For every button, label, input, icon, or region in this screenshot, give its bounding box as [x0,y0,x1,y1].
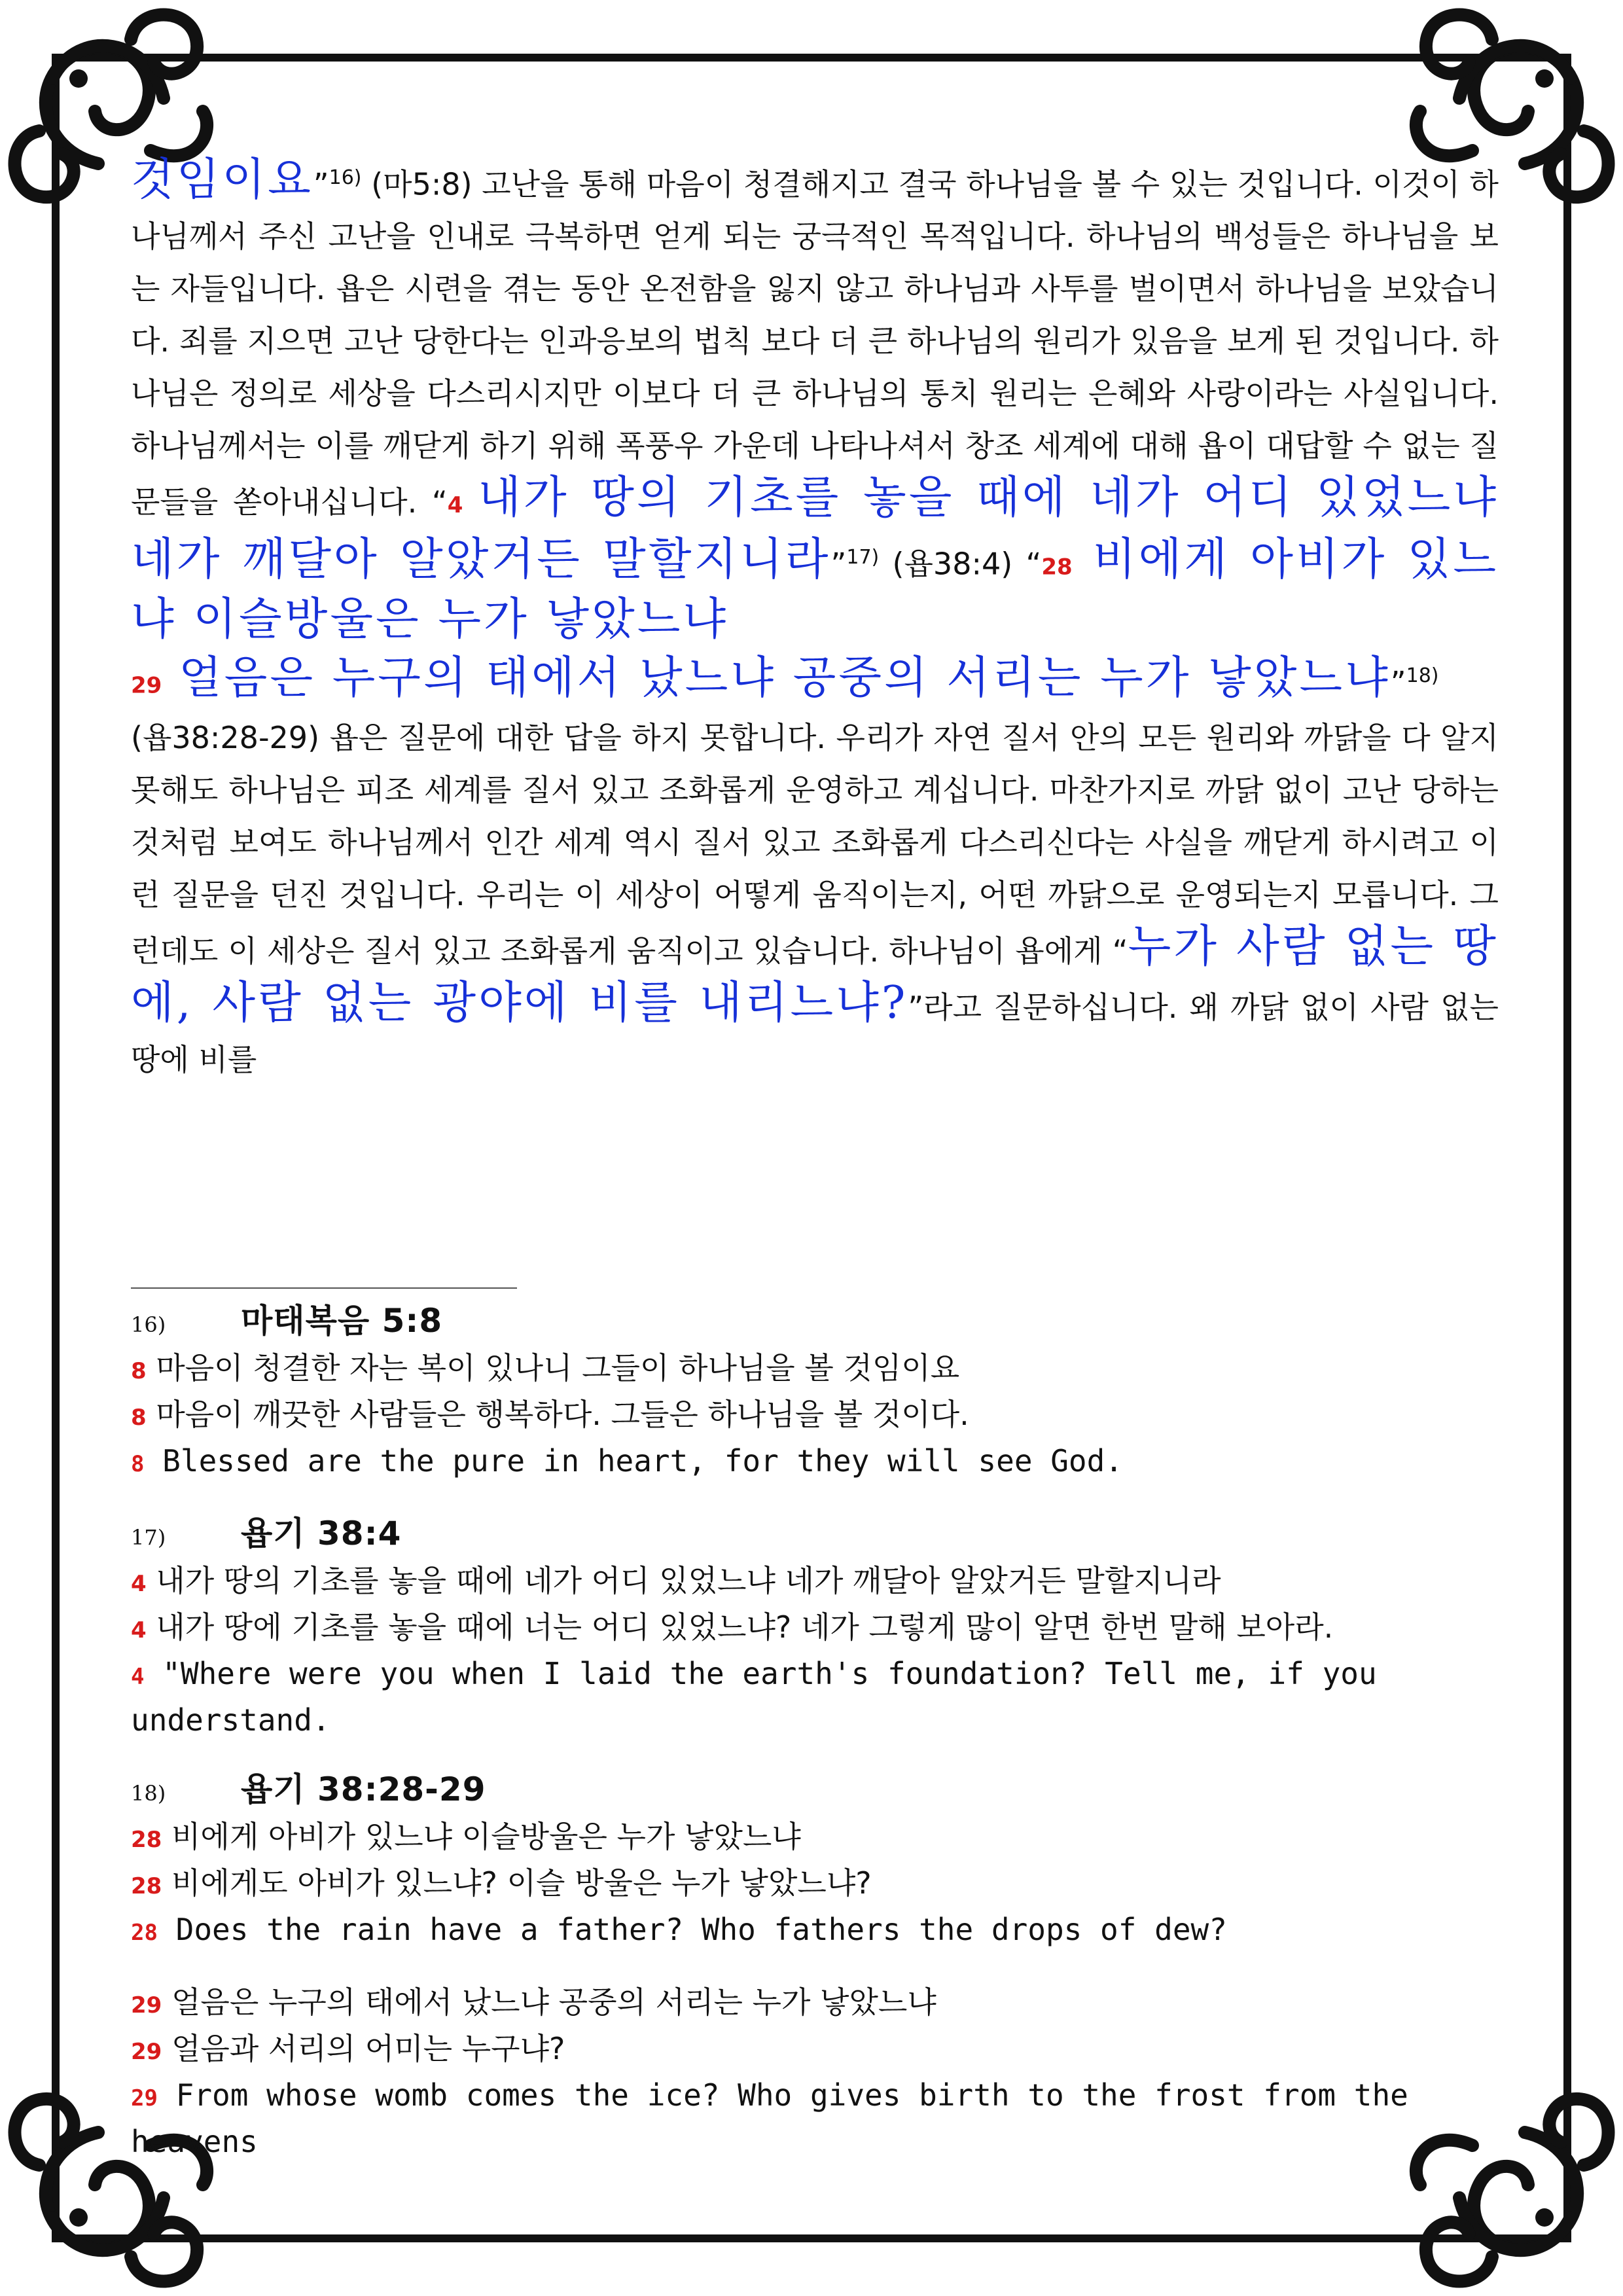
footnote-line: 29 얼음은 누구의 태에서 났느냐 공중의 서리는 누가 낳았느냐 [131,1984,936,2020]
scripture-quote: 얼음은 누구의 태에서 났느냐 공중의 서리는 누가 낳았느냐 [162,651,1391,704]
scripture-quote: 비에게 아비가 있느냐 이슬방울은 누가 낳았느냐 [131,533,1499,645]
verse-number: 4 [447,492,463,519]
footnote-line: 8 마음이 청결한 자는 복이 있나니 그들이 하나님을 볼 것임이요 [131,1350,960,1386]
footnote-line: 28 비에게 아비가 있느냐 이슬방울은 누가 낳았느냐 [131,1819,801,1854]
footnote-ref-16[interactable]: 16) [329,166,362,189]
footnote-divider [131,1287,517,1289]
scripture-quote: 누가 사람 없는 땅에, 사람 없는 광야에 비를 내리느냐? [131,920,1499,1029]
footnote-title: 욥기 38:28-29 [241,1770,486,1808]
footnote-line: 8 Blessed are the pure in heart, for they will see God. [131,1443,1123,1479]
footnote-title: 욥기 38:4 [241,1515,402,1552]
main-text [131,152,1499,1086]
footnote-line: 28 Does the rain have a father? Who fathers the drops of dew? [131,1912,1227,1947]
paragraph-2: (욥38:28-29) 욥은 질문에 대한 답을 하지 못합니다. 우리가 자연 질서 안의 모든 원리와 까닭을 다 알지 못해도 하나님은 피조 세계를 질서 있고 조화롭게 운영하고 계십니다. 마찬가지로 까닭 없이 고난 당하는 것처럼 보여도 하나님께서 인간 세계 역시 질서 있고 조화롭게 다스리신다는 사실을 깨닫게 하시려고 이런 질문을 던진 것입니다. 우리는 이 세상이 어떻게 움직이는지, 어떤 까닭으로 운영되는지 모릅니다. 그런데도 이 세상은 질서 있고 조화롭게 움직이고 있습니다. 하나님이 욥에게 “누가 사람 없는 땅에, 사람 없는 광야에 비를 내리느냐?”라고 질문하십니다. 왜 까닭 없이 사람 없는 땅에 비를 [131,719,1499,1077]
footnote-number: 17) [131,1525,166,1550]
footnote-line: 8 마음이 깨끗한 사람들은 행복하다. 그들은 하나님을 볼 것이다. [131,1397,969,1432]
footnote-line: 4 "Where were you when I laid the earth's foundation? Tell me, if you understand. [131,1656,1377,1738]
footnote-17 [131,1512,1499,1742]
footnote-ref-18[interactable]: 18) [1406,664,1439,687]
footnote-ref-17[interactable]: 17) [846,546,880,569]
verse-number: 29 [131,672,162,698]
footnote-number: 18) [131,1781,166,1806]
footnote-title: 마태복음 5:8 [241,1302,443,1340]
footnote-number: 16) [131,1312,166,1337]
scripture-quote: 것임이요 [131,154,313,206]
footnote-line: 4 내가 땅의 기초를 놓을 때에 네가 어디 있었느냐 네가 깨달아 알았거든 말할지니라 [131,1563,1221,1598]
footnote-line: 29 얼음과 서리의 어미는 누구냐? [131,2031,565,2066]
footnote-18 [131,1768,1499,2163]
scripture-quote: 내가 땅의 기초를 놓을 때에 네가 어디 있었느냐 네가 깨달아 알았거든 말할지니라 [131,472,1499,586]
footnote-line: 4 내가 땅에 기초를 놓을 때에 너는 어디 있었느냐? 네가 그렇게 많이 알면 한번 말해 보아라. [131,1609,1334,1645]
footnote-line: 29 From whose womb comes the ice? Who gives birth to the frost from the heavens [131,2077,1408,2159]
footnotes [131,1299,1499,2189]
verse-number: 28 [1041,554,1073,581]
footnote-16 [131,1299,1499,1486]
paragraph-1: 것임이요”$^{16)}$ (마5:8) 고난을 통해 마음이 청결해지고 결국 하나님을 볼 수 있는 것입니다. 이것이 하나님께서 주신 고난을 인내로 극복하면 얻게 되는 궁극적인 목적입니다. 하나님의 백성들은 하나님을 보는 자들입니다. 욥은 시련을 겪는 동안 온전함을 잃지 않고 하나님과 사투를 벌이면서 하나님을 보았습니다. 죄를 지으면 고난 당한다는 인과응보의 법칙 보다 더 큰 하나님의 원리가 있음을 보게 된 것입니다. 하나님은 정의로 세상을 다스리시지만 이보다 더 큰 하나님의 통치 원리는 은혜와 사랑이라는 사실입니다. 하나님께서는 이를 깨닫게 하기 위해 폭풍우 가운데 나타나셔서 창조 세계에 대해 욥이 대답할 수 없는 질문들을 쏟아내십니다. “4 내가 땅의 기초를 놓을 때에 네가 어디 있었느냐 네가 깨달아 알았거든 말할지니라”$^{17)}$ (욥38:4) “28 비에게 아비가 있느냐 이슬방울은 누가 낳았느냐 29 얼음은 누구의 태에서 났느냐 공중의 서리는 누가 낳았느냐”$^{18)}$ [131,154,1499,704]
footnote-line: 28 비에게도 아비가 있느냐? 이슬 방울은 누가 낳았느냐? [131,1865,872,1901]
